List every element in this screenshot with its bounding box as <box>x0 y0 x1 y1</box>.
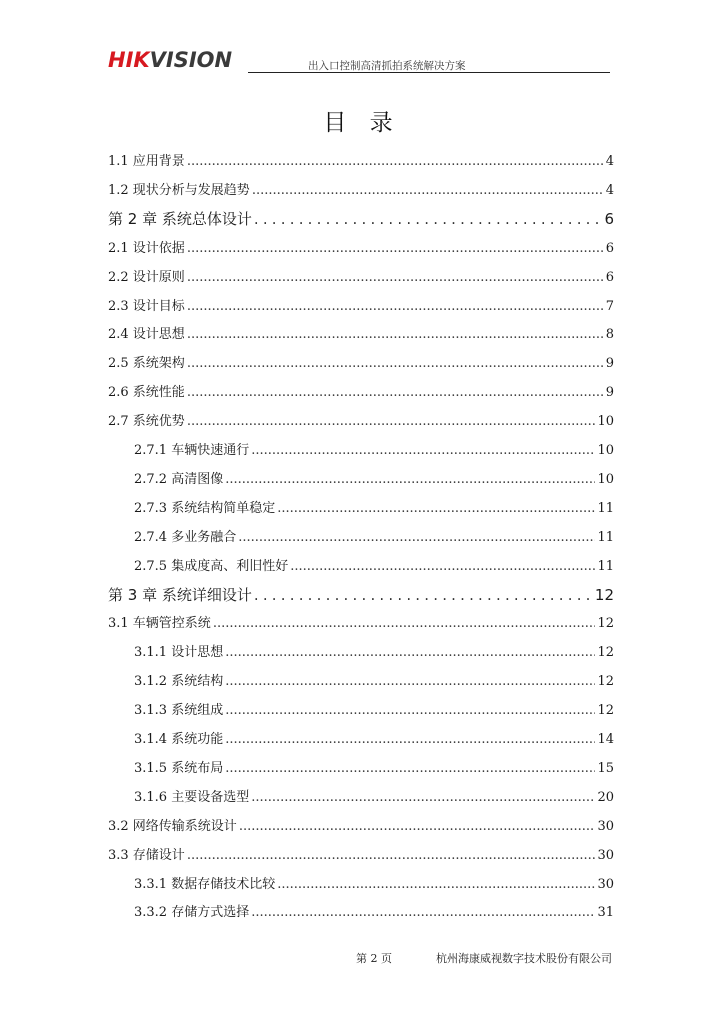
toc-entry-page: 10 <box>597 443 614 458</box>
toc-entry[interactable] <box>134 497 614 516</box>
toc-entry-page: 9 <box>605 385 614 401</box>
toc-entry-label: 3.1.6 主要设备选型 <box>134 789 250 805</box>
toc-entry-label: 3.1 车辆管控系统 <box>108 616 211 632</box>
toc-leader-dots <box>225 472 595 485</box>
toc-leader-dots <box>239 819 596 832</box>
document-title: 出入口控制高清抓拍系统解决方案 <box>308 60 466 72</box>
toc-entry-page: 6 <box>605 240 614 256</box>
toc-leader-dots <box>187 270 604 283</box>
toc-entry-page: 14 <box>597 732 614 747</box>
toc-entry-label: 2.1 设计依据 <box>108 240 185 256</box>
toc-entry-label: 3.3.1 数据存储技术比较 <box>134 876 276 892</box>
hikvision-logo: HIKVISION <box>108 48 233 72</box>
toc-chapter-entry[interactable] <box>108 584 614 605</box>
toc-entry-page: 7 <box>605 298 614 314</box>
toc-leader-dots <box>254 586 593 601</box>
toc-entry[interactable] <box>108 266 614 285</box>
toc-entry-page: 15 <box>597 760 614 776</box>
toc-leader-dots <box>251 905 595 918</box>
toc-entry-label: 3.1.5 系统布局 <box>134 760 224 776</box>
toc-entry[interactable] <box>134 468 614 487</box>
toc-entry-page: 12 <box>597 703 614 719</box>
toc-leader-dots <box>187 385 604 398</box>
toc-entry[interactable] <box>108 323 614 342</box>
toc-entry-page: 4 <box>605 154 614 169</box>
toc-leader-dots <box>252 183 604 196</box>
toc-entry-label: 2.6 系统性能 <box>108 385 185 401</box>
toc-entry-label: 1.2 现状分析与发展趋势 <box>108 182 250 198</box>
toc-entry-label: 第 2 章 系统总体设计 <box>108 209 252 228</box>
toc-leader-dots <box>187 241 604 254</box>
toc-entry-page: 12 <box>597 674 614 690</box>
toc-leader-dots <box>277 877 595 890</box>
toc-entry-page: 6 <box>605 269 614 285</box>
header-rule <box>248 72 610 73</box>
toc-entry[interactable] <box>134 526 614 545</box>
toc-entry[interactable] <box>134 699 614 718</box>
toc-entry[interactable] <box>134 901 614 920</box>
toc-entry[interactable] <box>108 237 614 256</box>
company-name: 杭州海康威视数字技术股份有限公司 <box>436 952 612 965</box>
toc-leader-dots <box>251 443 595 456</box>
toc-entry-label: 第 3 章 系统详细设计 <box>108 585 252 604</box>
toc-entry-label: 2.7.4 多业务融合 <box>134 529 237 545</box>
toc-entry-page: 11 <box>597 558 614 574</box>
toc-entry-label: 3.3 存储设计 <box>108 847 185 863</box>
toc-entry-page: 10 <box>597 471 614 487</box>
toc-entry[interactable] <box>134 641 614 660</box>
toc-entry-label: 2.2 设计原则 <box>108 269 185 285</box>
toc-entry-label: 3.1.2 系统结构 <box>134 674 224 690</box>
toc-entry-page: 12 <box>597 616 614 632</box>
toc-entry-label: 2.7.5 集成度高、利旧性好 <box>134 558 289 574</box>
toc-entry-page: 20 <box>597 789 614 805</box>
toc-entry[interactable] <box>108 352 614 371</box>
toc-leader-dots <box>238 530 595 543</box>
toc-entry[interactable] <box>134 555 614 574</box>
toc-entry-label: 1.1 应用背景 <box>108 154 185 169</box>
toc-leader-dots <box>225 761 595 774</box>
page-number: 第 2 页 <box>356 952 392 965</box>
toc-entry[interactable] <box>108 179 614 198</box>
toc-entry[interactable] <box>134 728 614 747</box>
toc-entry[interactable] <box>108 844 614 863</box>
toc-entry-label: 2.3 设计目标 <box>108 298 185 314</box>
toc-entry-page: 12 <box>594 585 614 604</box>
toc-entry-page: 10 <box>597 414 614 430</box>
toc-entry-page: 11 <box>597 500 614 516</box>
toc-entry[interactable] <box>108 410 614 429</box>
toc-leader-dots <box>187 356 604 369</box>
toc-entry-label: 2.7 系统优势 <box>108 414 185 430</box>
toc-entry-label: 2.7.3 系统结构简单稳定 <box>134 500 276 516</box>
toc-entry-label: 2.7.2 高清图像 <box>134 471 224 487</box>
toc-entry-label: 3.3.2 存储方式选择 <box>134 905 250 921</box>
toc-entry[interactable] <box>134 757 614 776</box>
toc-leader-dots <box>277 501 595 514</box>
toc-entry-page: 31 <box>597 905 614 921</box>
toc-entry[interactable] <box>134 873 614 892</box>
toc-leader-dots <box>254 210 603 225</box>
toc-leader-dots <box>187 414 596 427</box>
toc-entry-page: 6 <box>604 209 614 228</box>
toc-entry[interactable] <box>108 815 614 834</box>
toc-leader-dots <box>225 732 595 745</box>
toc-heading: 目 录 <box>323 110 401 136</box>
toc-entry-label: 2.4 设计思想 <box>108 327 185 343</box>
toc-entry-label: 2.7.1 车辆快速通行 <box>134 443 250 458</box>
toc-leader-dots <box>187 154 604 167</box>
toc-entry-page: 12 <box>597 645 614 661</box>
toc-entry-page: 11 <box>597 529 614 545</box>
toc-leader-dots <box>225 674 595 687</box>
toc-leader-dots <box>225 703 595 716</box>
toc-leader-dots <box>251 790 595 803</box>
toc-leader-dots <box>187 848 596 861</box>
page-header <box>108 48 614 74</box>
toc-entry[interactable] <box>134 670 614 689</box>
toc-entry-page: 30 <box>597 847 614 863</box>
toc-entry[interactable] <box>108 381 614 400</box>
toc-entry-page: 30 <box>597 818 614 834</box>
toc-leader-dots <box>290 559 595 572</box>
toc-entry-label: 3.2 网络传输系统设计 <box>108 818 237 834</box>
toc-leader-dots <box>225 645 595 658</box>
toc-entry-page: 9 <box>605 356 614 372</box>
toc-entry[interactable] <box>108 150 614 169</box>
toc-entry[interactable] <box>134 786 614 805</box>
toc-leader-dots <box>187 299 604 312</box>
toc-entry-label: 3.1.4 系统功能 <box>134 732 224 747</box>
toc-entry[interactable] <box>134 439 614 458</box>
toc-entry-label: 3.1.3 系统组成 <box>134 703 224 719</box>
toc-entry[interactable] <box>108 295 614 314</box>
toc-entry-page: 4 <box>605 182 614 198</box>
toc-entry-label: 3.1.1 设计思想 <box>134 645 224 661</box>
toc-entry-page: 30 <box>597 876 614 892</box>
toc-leader-dots <box>187 327 604 340</box>
toc-entry-label: 2.5 系统架构 <box>108 356 185 372</box>
toc-entry-page: 8 <box>605 327 614 343</box>
toc-leader-dots <box>213 616 596 629</box>
toc-chapter-entry[interactable] <box>108 208 614 229</box>
toc-entry[interactable] <box>108 612 614 631</box>
